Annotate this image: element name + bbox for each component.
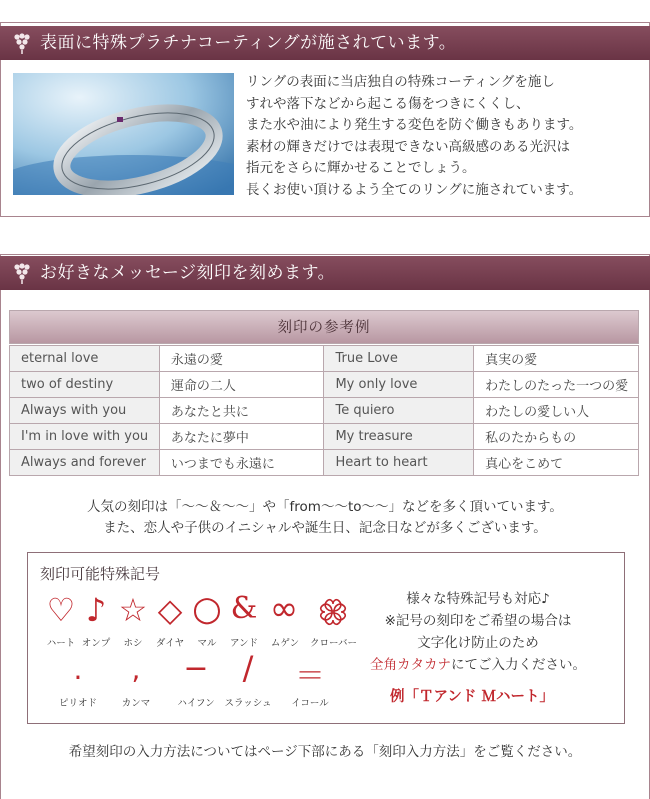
table-row (10, 372, 639, 398)
example-japanese: あなたに夢中 (159, 424, 324, 450)
clover-icon (316, 595, 350, 629)
table-row (10, 346, 639, 372)
coating-title: 表面に特殊プラチナコーティングが施されています。 (40, 33, 457, 53)
coating-line: 指元をさらに輝かせることでしょう。 (246, 160, 476, 176)
example-japanese: いつまでも永遠に (159, 450, 324, 476)
popular-line: また、恋人や子供のイニシャルや誕生日、記念日などが多くございます。 (103, 520, 547, 536)
example-english: My treasure (324, 424, 474, 450)
footer-note: 希望刻印の入力方法についてはページ下部にある「刻印入力方法」をご覧ください。 (68, 744, 582, 760)
engraving-header (0, 256, 650, 290)
coating-line: また水や油により発生する変色を防ぐ働きもあります。 (246, 117, 583, 133)
symbol-label: カンマ (121, 698, 151, 709)
coating-description (246, 72, 646, 201)
grape-ornament-icon (12, 263, 32, 285)
symbol-label: ムゲン (270, 638, 300, 649)
katakana-emphasis: 全角カタカナ (370, 657, 451, 673)
popular-line: 人気の刻印は「～～＆～～」や「from～～to～～」などを多く頂いています。 (87, 499, 563, 515)
infinity-symbol: ∞ (269, 589, 299, 629)
example-english: True Love (324, 346, 474, 372)
symbol-label: ダイヤ (155, 638, 185, 649)
example-english: I'm in love with you (10, 424, 160, 450)
symbols-note: ※記号の刻印をご希望の場合は (384, 613, 572, 629)
symbols-note: 文字化け防止のため (417, 635, 539, 651)
example-japanese: 私のたからもの (474, 424, 639, 450)
symbol-label: イコール (291, 698, 329, 709)
example-english: Always with you (10, 398, 160, 424)
ampersand-symbol: & (230, 591, 258, 626)
symbol-label: オンプ (81, 638, 111, 649)
example-english: two of destiny (10, 372, 160, 398)
example-japanese: あなたと共に (159, 398, 324, 424)
example-japanese: わたしのたった一つの愛 (474, 372, 639, 398)
example-english: Heart to heart (324, 450, 474, 476)
circle-symbol: ○ (192, 589, 222, 629)
coating-line: 長くお使い頂けるよう全てのリングに施されています。 (246, 181, 583, 198)
symbol-label: マル (197, 638, 217, 649)
coating-header (0, 26, 650, 60)
slash-symbol: / (242, 649, 254, 687)
table-row (10, 450, 639, 476)
engraving-examples-table (9, 345, 639, 476)
example-english: Always and forever (10, 450, 160, 476)
symbols-note (358, 655, 598, 676)
coating-line: すれや落下などから起こる傷をつきにくくし、 (246, 95, 530, 112)
example-japanese: 真実の愛 (474, 346, 639, 372)
symbol-label: ハイフン (177, 698, 215, 709)
example-japanese: 運命の二人 (159, 372, 324, 398)
special-symbols-box (27, 552, 625, 724)
hyphen-symbol: − (183, 651, 209, 686)
example-japanese: 真心をこめて (474, 450, 639, 476)
engraving-title: お好きなメッセージ刻印を刻めます。 (40, 263, 336, 283)
example-english: Te quiero (324, 398, 474, 424)
coating-line: リングの表面に当店独自の特殊コーティングを施し (246, 74, 555, 90)
symbol-label: ピリオド (59, 698, 97, 709)
comma-symbol: , (131, 653, 141, 686)
grape-ornament-icon (12, 33, 32, 55)
example-japanese: 永遠の愛 (159, 346, 324, 372)
heart-symbol: ♡ (46, 591, 76, 629)
symbol-label: ホシ (123, 638, 143, 649)
example-japanese: わたしの愛しい人 (474, 398, 639, 424)
period-symbol: . (73, 653, 83, 686)
example-english: My only love (324, 372, 474, 398)
symbol-label: ハート (46, 638, 76, 649)
table-row (10, 398, 639, 424)
table-row (10, 424, 639, 450)
engraving-table-title: 刻印の参考例 (9, 310, 639, 344)
example-english: eternal love (10, 346, 160, 372)
ring-photo (13, 73, 234, 195)
symbol-label: アンド (229, 638, 259, 649)
diamond-symbol: ◇ (157, 591, 183, 629)
symbol-label: クローバー (310, 638, 358, 649)
symbol-label: スラッシュ (224, 698, 272, 709)
coating-line: 素材の輝きだけでは表現できない高級感のある光沢は (246, 138, 570, 155)
symbols-note-rest: にてご入力ください。 (451, 657, 586, 673)
star-symbol: ☆ (118, 591, 148, 629)
symbols-note: 様々な特殊記号も対応♪ (406, 591, 550, 607)
input-example: 例「Ｔアンド Ｍハート」 (390, 689, 554, 705)
note-symbol: ♪ (85, 591, 107, 629)
symbols-title: 刻印可能特殊記号 (40, 565, 161, 583)
equals-symbol: ＝ (295, 659, 325, 694)
